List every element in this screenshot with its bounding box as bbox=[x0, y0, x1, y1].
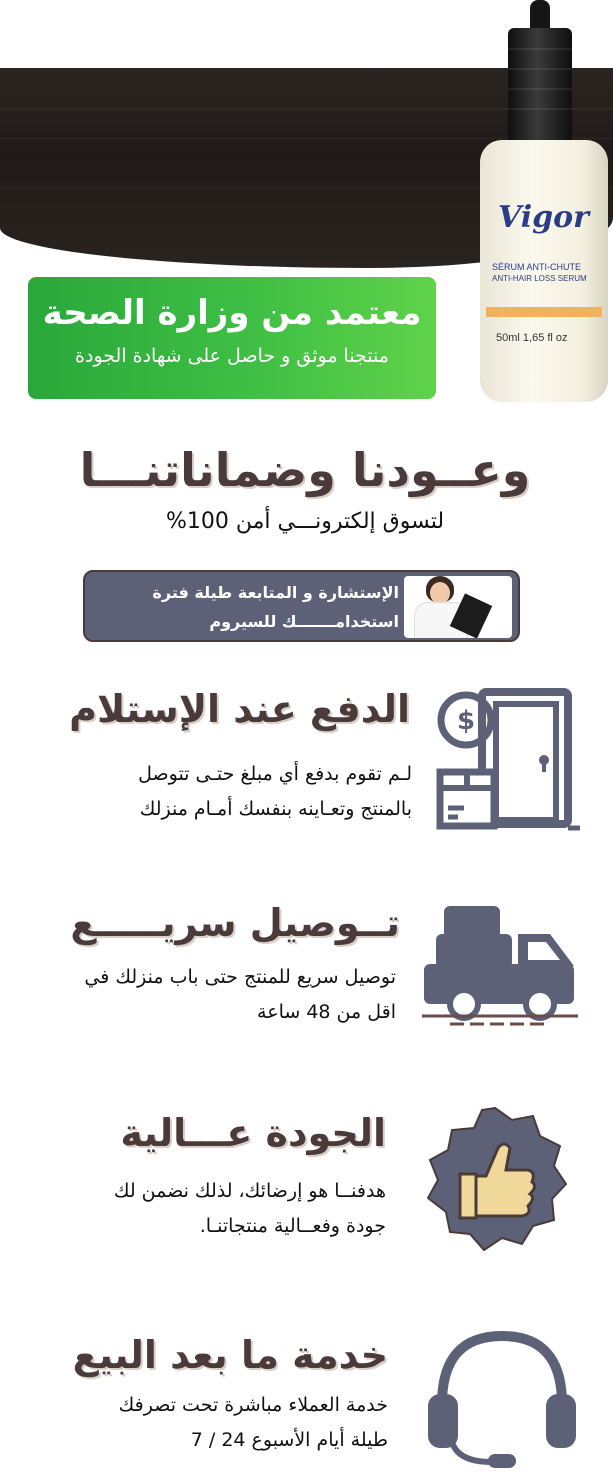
feature-quality-line-1: هدفنــا هو إرضائك، لذلك نضمن لك bbox=[113, 1180, 386, 1202]
feature-support-text bbox=[40, 1388, 388, 1458]
feature-delivery-line-2: اقل من 48 ساعة bbox=[257, 1001, 396, 1023]
promises-subtitle: لتسوق إلكترونـــي أمن 100% bbox=[165, 509, 445, 534]
health-ministry-badge bbox=[28, 277, 436, 399]
feature-quality-line-2: جودة وفعــالية منتجاتنـا. bbox=[199, 1215, 386, 1237]
svg-text:$: $ bbox=[456, 706, 476, 736]
delivery-truck-icon bbox=[420, 904, 580, 1034]
feature-delivery-title: تــوصيل سريـــــع bbox=[70, 901, 400, 945]
consultation-line-1: الإستشارة و المتابعة طيلة فترة bbox=[152, 583, 399, 602]
consultation-banner bbox=[83, 570, 520, 642]
feature-quality-title: الجودة عـــالية bbox=[120, 1111, 386, 1155]
consultation-line-2: استخدامـــــــك للسيروم bbox=[209, 612, 399, 631]
cash-on-delivery-icon bbox=[434, 688, 580, 834]
bottle-dropper-tip bbox=[530, 0, 550, 30]
product-volume: 50ml 1,65 fl oz bbox=[496, 332, 568, 344]
feature-cod-title: الدفع عند الإستلام bbox=[69, 687, 410, 731]
badge-subtitle: منتجنا موثق و حاصل على شهادة الجودة bbox=[75, 345, 389, 367]
hero-section bbox=[0, 0, 613, 410]
headset-icon bbox=[422, 1324, 582, 1474]
promises-title: وعــودنا وضماناتنـــا bbox=[79, 443, 531, 497]
feature-support-line-1: خدمة العملاء مباشرة تحت تصرفك bbox=[118, 1394, 388, 1416]
product-name-fr: SÉRUM ANTI-CHUTE bbox=[492, 262, 582, 272]
bottle-cap bbox=[508, 28, 572, 148]
badge-title: معتمد من وزارة الصحة bbox=[42, 293, 422, 333]
feature-quality-text bbox=[60, 1174, 386, 1244]
thumbs-up-icon bbox=[420, 1104, 570, 1254]
product-name-en: ANTI-HAIR LOSS SERUM bbox=[492, 274, 587, 283]
feature-delivery-text bbox=[18, 960, 396, 1030]
feature-support-line-2: طيلة أيام الأسبوع 24 / 7 bbox=[190, 1429, 388, 1451]
bottle-label-stripe bbox=[486, 307, 602, 317]
feature-cod-line-2: بالمنتج وتعـاينه بنفسك أمـام منزلك bbox=[139, 798, 412, 820]
feature-delivery-line-1: توصيل سريع للمنتج حتى باب منزلك في bbox=[84, 966, 396, 988]
feature-cod-line-1: لـم تقوم بدفع أي مبلغ حتـى تتوصل bbox=[138, 763, 412, 785]
product-brand: Vigor bbox=[498, 200, 589, 235]
consultation-text bbox=[91, 578, 399, 636]
feature-support-title: خدمة ما بعد البيع bbox=[72, 1333, 388, 1377]
feature-cod-text bbox=[30, 757, 412, 827]
product-bottle-image bbox=[478, 0, 613, 405]
doctor-image bbox=[404, 576, 512, 638]
